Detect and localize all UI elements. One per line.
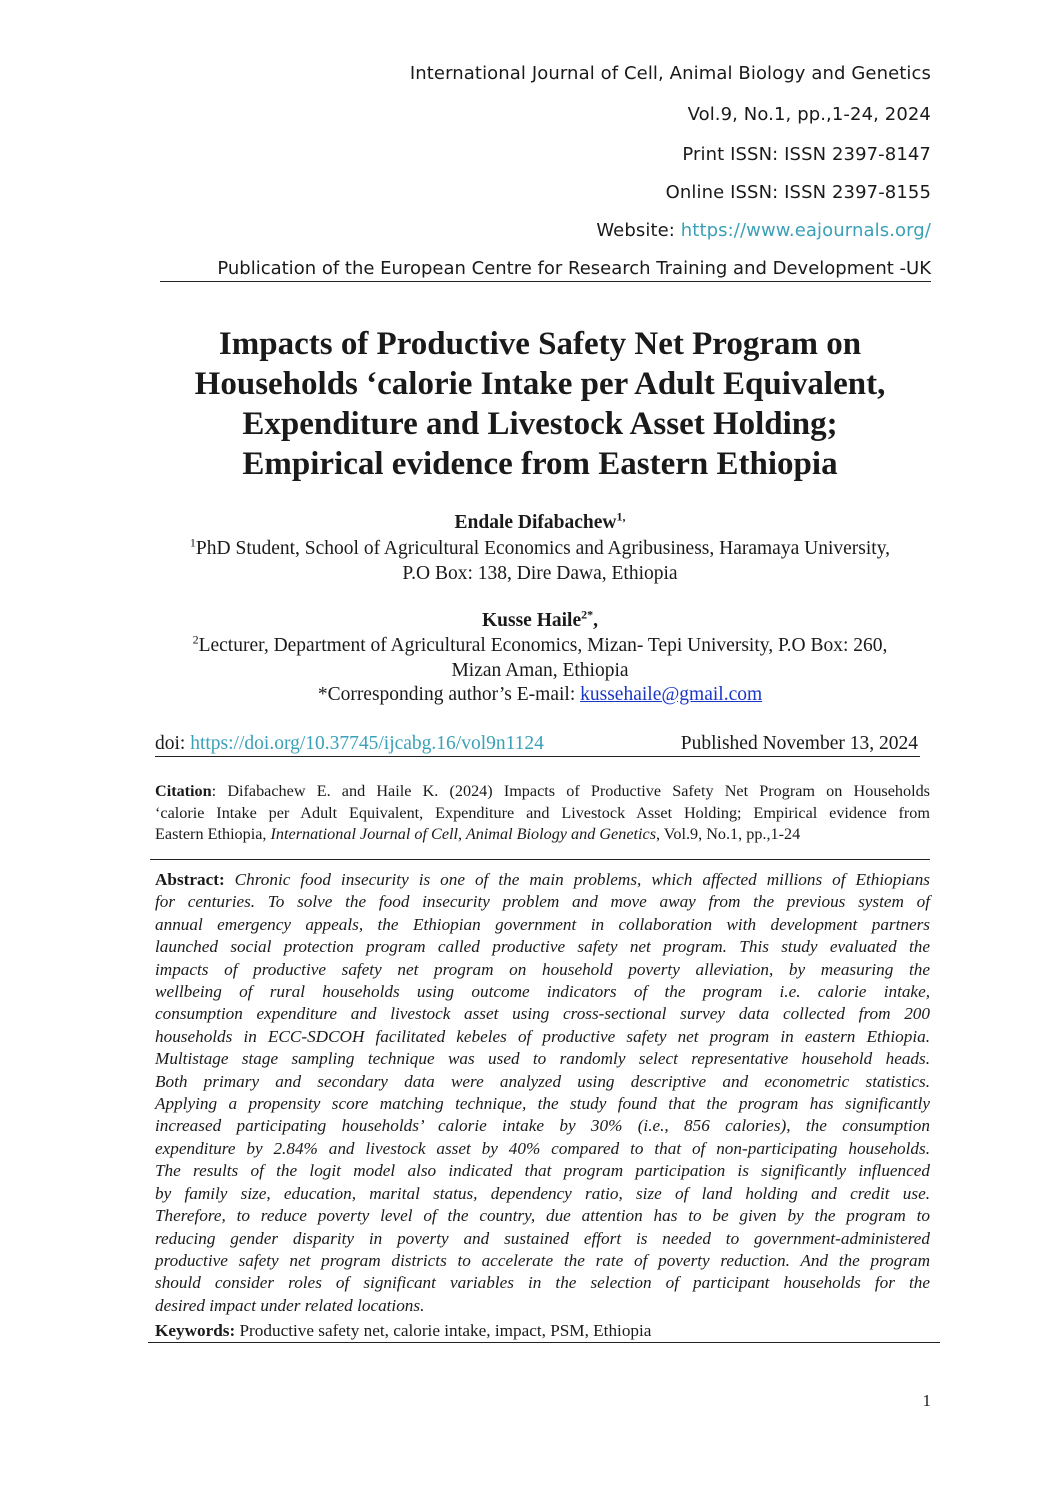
keywords-label: Keywords: bbox=[155, 1321, 236, 1340]
website-link[interactable]: https://www.eajournals.org/ bbox=[680, 220, 931, 241]
online-issn: Online ISSN: ISSN 2397-8155 bbox=[665, 182, 931, 203]
corresponding-author bbox=[150, 684, 930, 706]
abstract-line: by family size, education, marital status, dependency ratio, size of land holding and credit use. bbox=[155, 1183, 930, 1203]
keywords-text: Productive safety net, calorie intake, impact, PSM, Ethiopia bbox=[235, 1321, 652, 1340]
author-affiliation-address: Mizan Aman, Ethiopia bbox=[451, 660, 629, 681]
author-name-text: Kusse Haile bbox=[481, 610, 582, 631]
author-superscript: 2* bbox=[581, 607, 594, 622]
doi-row bbox=[155, 733, 920, 757]
abstract-line: wellbeing of rural households using outcome indicators of the program i.e. calorie intake, bbox=[155, 982, 930, 1002]
website-label: Website: bbox=[596, 220, 681, 241]
abstract-line: Both primary and secondary data were analyzed using descriptive and econometric statistics. bbox=[155, 1071, 930, 1091]
abstract-block bbox=[155, 869, 930, 1317]
divider bbox=[150, 859, 930, 860]
print-issn: Print ISSN: ISSN 2397-8147 bbox=[682, 144, 931, 165]
paper-title bbox=[150, 324, 930, 484]
abstract-line: should consider roles of significant variables in the selection of participant households for the bbox=[155, 1273, 930, 1293]
corresponding-label: *Corresponding author’s E-mail: bbox=[317, 684, 581, 705]
title-line: Households ‘calorie Intake per Adult Equivalent, bbox=[194, 366, 886, 402]
title-line: Impacts of Productive Safety Net Program on bbox=[218, 326, 862, 362]
journal-name: International Journal of Cell, Animal Biology and Genetics bbox=[409, 63, 931, 84]
website-line bbox=[596, 220, 931, 241]
affiliation-superscript: 1 bbox=[189, 535, 196, 550]
divider bbox=[148, 1342, 940, 1343]
page-number: 1 bbox=[922, 1391, 931, 1410]
publisher-line: Publication of the European Centre for Research Training and Development -UK bbox=[160, 258, 931, 282]
abstract-line: Multistage stage sampling technique was used to randomly select representative household heads. bbox=[155, 1049, 930, 1069]
author-name-text: Endale Difabachew bbox=[454, 512, 617, 533]
affiliation-text: Lecturer, Department of Agricultural Economics, Mizan- Tepi University, P.O Box: 260, bbox=[198, 635, 888, 656]
author-name bbox=[150, 607, 930, 632]
abstract-line: households in ECC-SDCOH facilitated kebeles of productive safety net program in eastern Ethiopia. bbox=[155, 1026, 930, 1046]
affiliation-superscript: 2 bbox=[192, 632, 199, 647]
abstract-line: Abstract: Chronic food insecurity is one of the main problems, which affected millions of Ethiopians bbox=[155, 870, 930, 889]
doi-label: doi: bbox=[155, 733, 191, 754]
citation-line: Citation: Difabachew E. and Haile K. (2024) Impacts of Productive Safety Net Program on Households bbox=[155, 782, 930, 800]
citation-journal: International Journal of Cell, Animal Biology and Genetics bbox=[270, 825, 656, 843]
author-affiliation bbox=[150, 632, 930, 657]
abstract-line: Therefore, to reduce poverty level of the country, due attention has to be given by the program to bbox=[155, 1206, 930, 1226]
doi-link[interactable]: https://doi.org/10.37745/ijcabg.16/vol9n1124 bbox=[190, 733, 544, 754]
abstract-line: Applying a propensity score matching technique, the study found that the program has significantly bbox=[155, 1094, 930, 1114]
abstract-line: consumption expenditure and livestock asset using cross-sectional survey data collected from 200 bbox=[155, 1004, 930, 1024]
author-superscript: 1, bbox=[616, 509, 626, 524]
title-line: Empirical evidence from Eastern Ethiopia bbox=[242, 446, 838, 482]
keywords bbox=[155, 1321, 651, 1341]
abstract-line: impacts of productive safety net program on household poverty alleviation, by measuring the bbox=[155, 959, 930, 979]
abstract-line: productive safety net program districts to accelerate the rate of poverty reduction. And the program bbox=[155, 1250, 930, 1270]
abstract-line: increased participating households’ calorie intake by 30% (i.e., 856 calories), the consumption bbox=[155, 1116, 930, 1136]
abstract-line: reducing gender disparity in poverty and sustained effort is needed to government-administered bbox=[155, 1228, 930, 1248]
author-name-suffix: , bbox=[593, 610, 598, 631]
volume-info: Vol.9, No.1, pp.,1-24, 2024 bbox=[687, 104, 931, 125]
author-affiliation bbox=[150, 535, 930, 560]
citation-line: ‘calorie Intake per Adult Equivalent, Expenditure and Livestock Asset Holding; Empirical evidence from bbox=[155, 803, 930, 822]
citation-label: Citation bbox=[155, 782, 212, 800]
email-link[interactable]: kussehaile@gmail.com bbox=[580, 684, 763, 705]
abstract-label: Abstract: bbox=[155, 870, 225, 889]
affiliation-text: PhD Student, School of Agricultural Economics and Agribusiness, Haramaya University, bbox=[195, 538, 891, 559]
abstract-line: for centuries. To solve the food insecurity problem and move away from the previous system of bbox=[155, 892, 930, 912]
citation-block bbox=[155, 781, 930, 846]
abstract-line: annual emergency appeals, the Ethiopian government in collaboration with development partners bbox=[155, 914, 930, 934]
abstract-line: expenditure by 2.84% and livestock asset by 40% compared to that of non-participating households. bbox=[155, 1138, 930, 1158]
author-affiliation-address: P.O Box: 138, Dire Dawa, Ethiopia bbox=[402, 563, 678, 584]
published-date: Published November 13, 2024 bbox=[680, 733, 918, 754]
title-line: Expenditure and Livestock Asset Holding; bbox=[242, 406, 838, 442]
abstract-line: The results of the logit model also indicated that program participation is significantly influenced bbox=[155, 1161, 930, 1181]
citation-line: Eastern Ethiopia, International Journal of Cell, Animal Biology and Genetics, Vol.9, No.1, pp.,1-24 bbox=[155, 825, 801, 843]
abstract-line: launched social protection program called productive safety net program. This study evaluated the bbox=[155, 937, 930, 957]
author-name bbox=[150, 509, 930, 534]
abstract-line: desired impact under related locations. bbox=[155, 1295, 425, 1315]
